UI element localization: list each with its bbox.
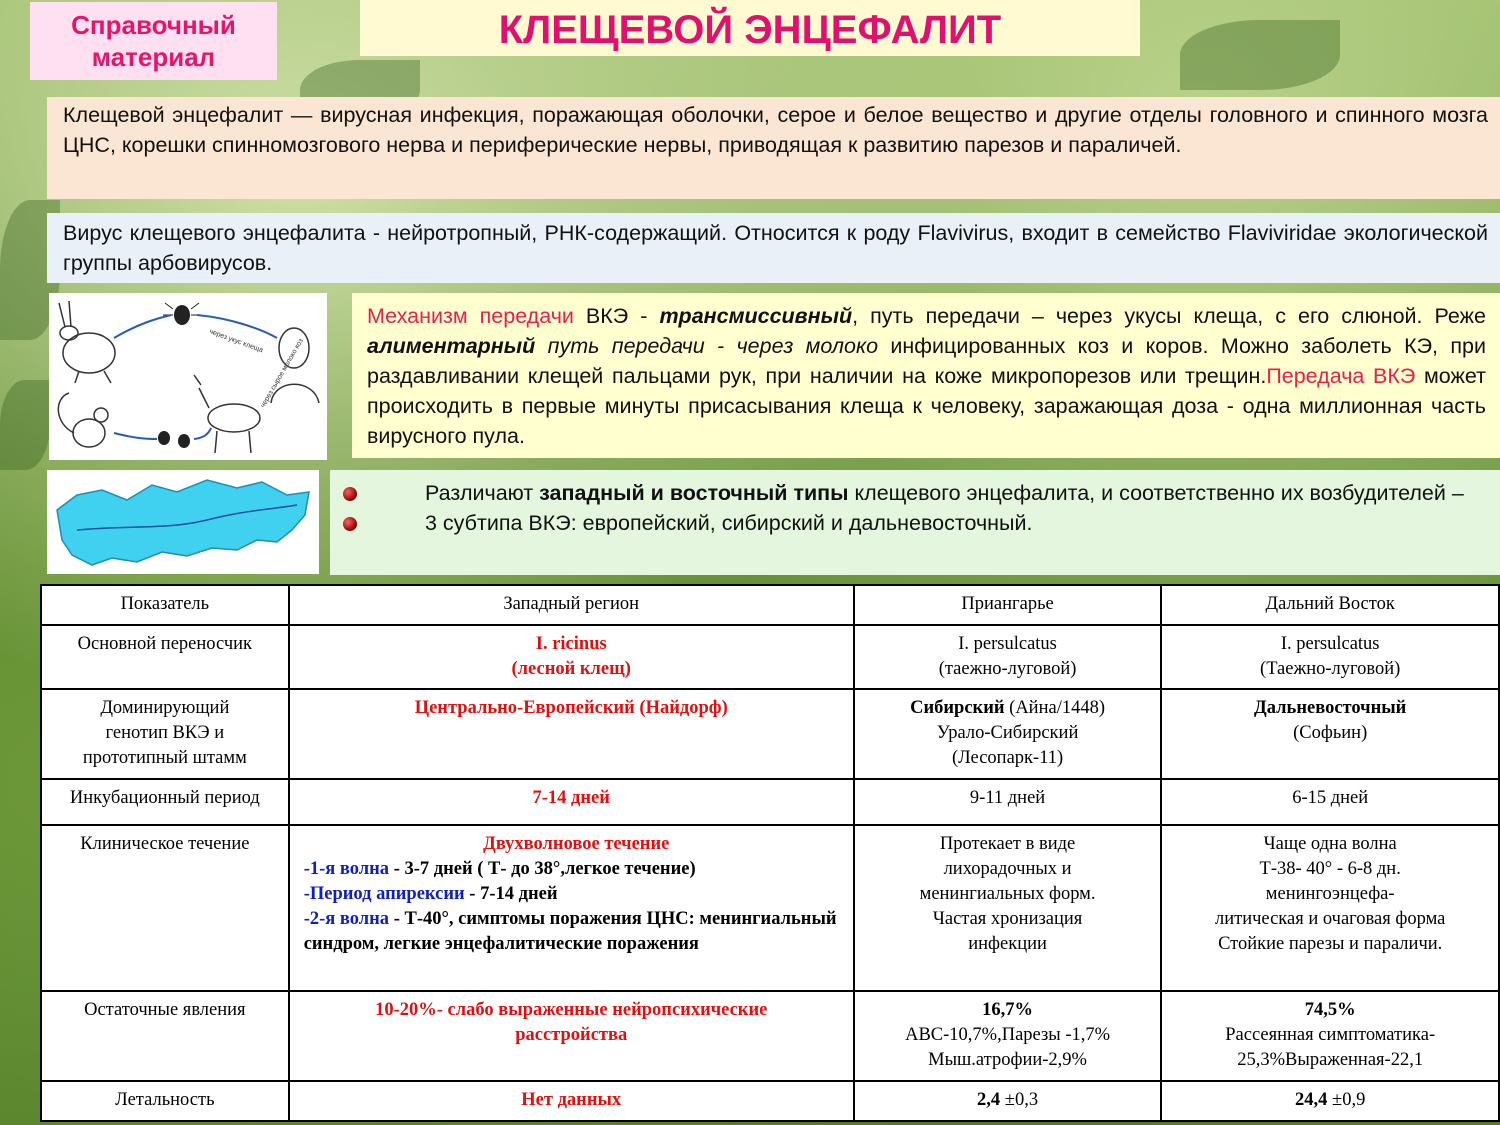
text-run: клещевого энцефалита, и соответственно их возбудителей –: [848, 481, 1464, 505]
cell-line: Урало-Сибирский: [936, 723, 1079, 743]
russia-map: [47, 470, 319, 574]
column-header: Дальний Восток: [1161, 585, 1499, 625]
row-label: Инкубационный период: [41, 779, 289, 825]
cell-line: 25,3%Выраженная-22,1: [1237, 1050, 1424, 1070]
column-header: Показатель: [41, 585, 289, 625]
cell-line: Частая хронизация: [932, 909, 1083, 929]
cell-line: [304, 882, 849, 907]
row-label: Летальность: [41, 1081, 289, 1121]
table-cell: [854, 625, 1162, 689]
table-row: [41, 825, 1499, 991]
text-run: может происходить в первые минуты присасывания клеща к человеку, заражающая доза - одна миллионная часть вирусного пула.: [367, 364, 1486, 448]
cell-line: Доминирующий: [100, 698, 230, 718]
virus-block: Вирус клещевого энцефалита - нейротропный, РНК-содержащий. Относится к роду Flavivirus, входит в семейство Flaviviridae экологической группы арбовирусов.: [47, 213, 1500, 283]
cell-line: АВС-10,7%,Парезы -1,7%: [905, 1025, 1111, 1045]
table-row: [41, 991, 1499, 1081]
squirrel-icon: [58, 393, 108, 447]
list-item: [343, 508, 1486, 538]
cell-line: 16,7%: [982, 1000, 1033, 1020]
bullet-icon: [343, 517, 357, 531]
table-cell: 9-11 дней: [854, 779, 1162, 825]
types-block: [330, 470, 1500, 575]
cell-line: (Софьин): [1293, 723, 1368, 743]
cell-line: Чаще одна волна: [1263, 834, 1397, 854]
table-cell: [1161, 991, 1499, 1081]
text-run: Сибирский: [910, 698, 1005, 718]
text-run: -2-я волна: [303, 909, 390, 929]
text-run: , путь передачи – через укусы клеща, с его слюной. Реже: [852, 304, 1486, 328]
text-run: западный и восточный типы: [539, 481, 849, 505]
text-run: - 3-7 дней ( Т- до 38°,легкое течение): [389, 859, 696, 879]
cell-line: (лесной клещ): [511, 659, 631, 679]
table-cell: Нет данных: [289, 1081, 854, 1121]
cell-line: (Лесопарк-11): [951, 748, 1064, 768]
row-label: [41, 689, 289, 779]
text-run: 3 субтипа ВКЭ: европейский, сибирский и дальневосточный.: [425, 511, 1033, 535]
table-row: [41, 779, 1499, 825]
table-cell: [1161, 1081, 1499, 1121]
cell-line: прототипный штамм: [82, 748, 247, 768]
foliage: [1180, 20, 1340, 90]
cell-line: Двухволновое течение: [483, 834, 670, 854]
definition-block: Клещевой энцефалит — вирусная инфекция, поражающая оболочки, серое и белое вещество и другие отделы головного и спинного мозга ЦНС, корешки спинномозгового нерва и периферические нервы, приводящая к развитию парезов и параличей.: [47, 97, 1500, 199]
foliage: [0, 380, 50, 470]
text-run: -Период апирексии: [303, 884, 465, 904]
table-cell: 7-14 дней: [289, 779, 854, 825]
text-run: 2,4: [977, 1090, 1001, 1110]
table-cell: [1161, 689, 1499, 779]
text-run: ±0,9: [1327, 1090, 1366, 1110]
illustration-label-top: через укус клеща: [208, 328, 264, 355]
text-run: ±0,3: [1000, 1090, 1039, 1110]
column-header: Западный регион: [289, 585, 854, 625]
cell-line: [304, 907, 849, 957]
comparison-table: [40, 584, 1500, 1122]
cell-line: I. persulcatus: [958, 634, 1057, 654]
illustration-label-bottom: через сырое молоко коз: [259, 337, 305, 409]
person-icon: [271, 328, 319, 403]
table-cell: [854, 825, 1162, 991]
cell-line: Дальневосточный: [1254, 698, 1407, 718]
cell-line: Рассеянная симптоматика-: [1225, 1025, 1436, 1045]
cell-line: Протекает в виде: [939, 834, 1076, 854]
cell-line: генотип ВКЭ и: [105, 723, 225, 743]
transmission-illustration: [49, 293, 327, 460]
table-header-row: [41, 585, 1499, 625]
reference-material-label: Справочный материал: [30, 2, 277, 80]
row-label: Основной переносчик: [41, 625, 289, 689]
text-run: -1-я волна: [303, 859, 390, 879]
table-cell: 6-15 дней: [1161, 779, 1499, 825]
cell-line: инфекции: [968, 934, 1047, 954]
table-cell: 10-20%- слабо выраженные нейропсихические расстройства: [289, 991, 854, 1081]
cell-line: Мыш.атрофии-2,9%: [928, 1050, 1087, 1070]
table-row: [41, 1081, 1499, 1121]
table-row: [41, 625, 1499, 689]
bullet-icon: [343, 487, 357, 501]
text-run: - Т-40°, симптомы поражения ЦНС: менингиальный синдром, легкие энцефалитические поражения: [303, 909, 837, 954]
cell-line: [859, 696, 1157, 721]
text-run: инфицированных коз и коров. Можно заболеть КЭ, при раздавливании клещей пальцами рук, при наличии на коже микропорезов или трещин.: [367, 334, 1486, 388]
table-cell: [289, 625, 854, 689]
transmission-block: [352, 293, 1500, 458]
table-cell: [854, 1081, 1162, 1121]
table-cell: [854, 991, 1162, 1081]
table-row: [41, 689, 1499, 779]
text-run: Различают: [425, 481, 540, 505]
table-cell: [854, 689, 1162, 779]
cell-line: 74,5%: [1304, 1000, 1356, 1020]
table-cell: [1161, 625, 1499, 689]
transmission-mechanism-label: Механизм передачи: [367, 304, 574, 328]
cell-line: литическая и очаговая форма: [1214, 909, 1446, 929]
cell-line: I. persulcatus: [1280, 634, 1380, 654]
text-run: - 7-14 дней: [464, 884, 558, 904]
goat-icon: [194, 375, 260, 453]
row-label: Остаточные явления: [41, 991, 289, 1081]
row-label: Клиническое течение: [41, 825, 289, 991]
text-run: путь передачи - через молоко: [535, 334, 879, 358]
table-cell: Центрально-Европейский (Найдорф): [289, 689, 854, 779]
transmission-label: Передача ВКЭ: [1266, 364, 1416, 388]
cell-line: менингоэнцефа-: [1265, 884, 1395, 904]
cell-line: менингиальных форм.: [919, 884, 1096, 904]
list-item: [343, 478, 1486, 508]
text-run: (Айна/1448): [1004, 698, 1105, 718]
page-title: КЛЕЩЕВОЙ ЭНЦЕФАЛИТ: [360, 0, 1140, 56]
cell-line: Стойкие парезы и параличи.: [1218, 934, 1443, 954]
text-run: алиментарный: [367, 334, 536, 358]
cell-line: (Таежно-луговой): [1260, 659, 1401, 679]
table-cell: [1161, 825, 1499, 991]
cell-line: лихорадочных и: [943, 859, 1072, 879]
text-run: трансмиссивный: [659, 304, 853, 328]
cell-line: (таежно-луговой): [938, 659, 1077, 679]
table-cell: [289, 825, 854, 991]
hare-icon: [59, 301, 115, 383]
text-run: 24,4: [1295, 1090, 1328, 1110]
cell-line: Т-38- 40° - 6-8 дн.: [1259, 859, 1401, 879]
column-header: Приангарье: [854, 585, 1162, 625]
cell-line: I. ricinus: [535, 634, 607, 654]
cell-line: [304, 857, 849, 882]
text-run: ВКЭ -: [573, 304, 660, 328]
